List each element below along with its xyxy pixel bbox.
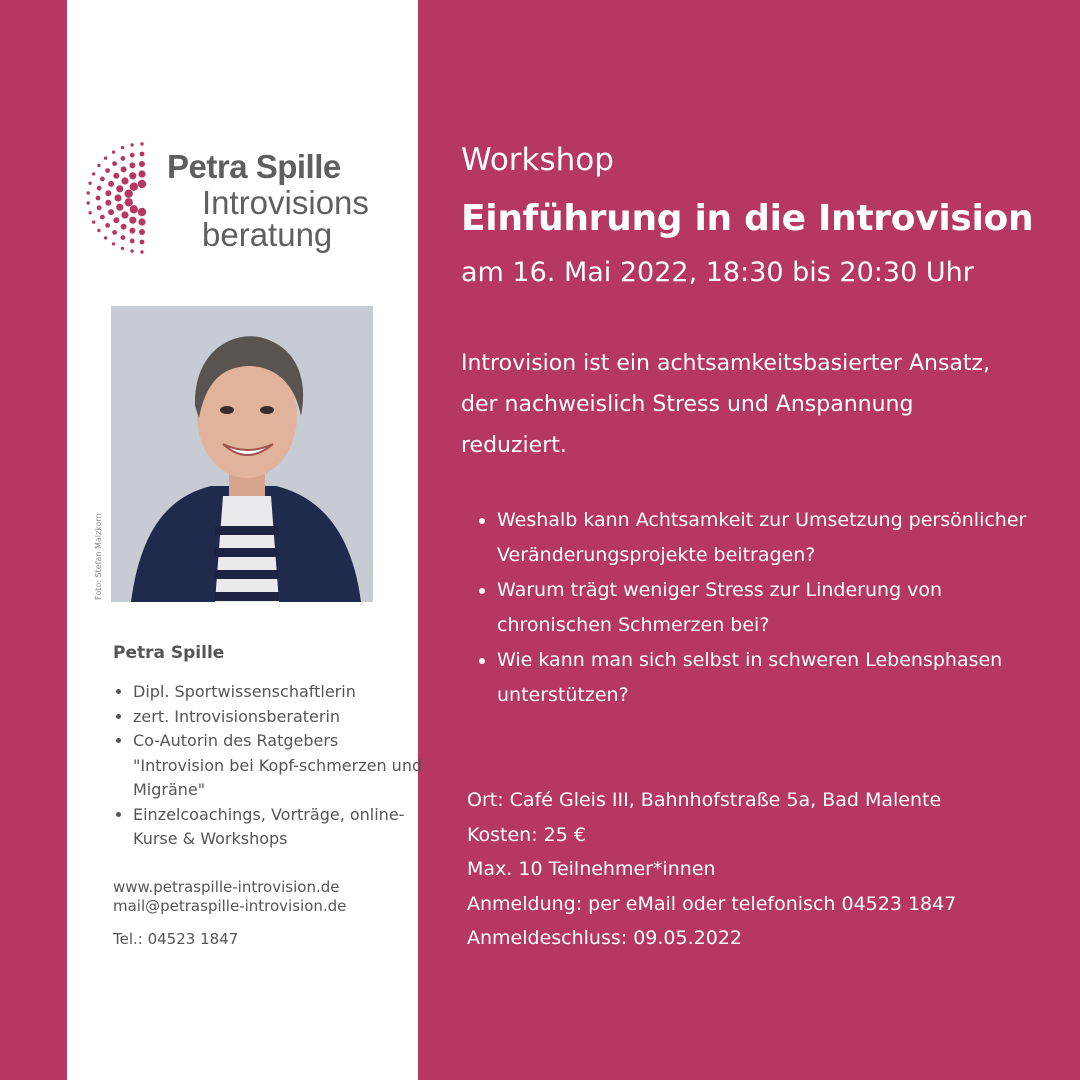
logo-dot	[87, 191, 90, 194]
logo-dot	[116, 185, 123, 192]
logo-dot	[114, 194, 121, 201]
logo-dot	[121, 166, 127, 172]
contact-block	[113, 878, 346, 916]
logo-dot	[112, 161, 117, 166]
phone-number: Tel.: 04523 1847	[113, 930, 239, 948]
logo-dot	[112, 230, 117, 235]
logo-dot	[138, 180, 146, 188]
bio-name: Petra Spille	[113, 643, 225, 663]
detail-registration: Anmeldung: per eMail oder telefonisch 04523 1847	[467, 892, 957, 915]
website-link[interactable]: www.petraspille-introvision.de	[113, 878, 340, 896]
logo-line-2: beratung	[202, 216, 333, 253]
logo-dot	[121, 224, 127, 230]
logo-dot	[129, 162, 135, 168]
photo-credit: Foto: Stefan Malzkorn	[94, 513, 103, 600]
detail-location: Ort: Café Gleis III, Bahnhofstraße 5a, Bad Malente	[467, 789, 942, 811]
question-list	[475, 503, 1037, 713]
logo-dot	[121, 146, 124, 149]
logo-dot	[129, 228, 135, 234]
logo-dot	[116, 204, 123, 211]
logo-dot	[139, 161, 145, 167]
logo-dot	[105, 168, 110, 173]
logo-name: Petra Spille	[167, 148, 341, 185]
event-datetime: am 16. Mai 2022, 18:30 bis 20:30 Uhr	[461, 257, 974, 288]
logo-dot	[121, 235, 126, 240]
logo-dot	[121, 156, 126, 161]
logo-dot	[140, 240, 145, 245]
event-intro: Introvision ist ein achtsamkeitsbasierter Ansatz, der nachweislich Stress und Anspannung reduziert.	[461, 351, 991, 458]
logo-dot	[130, 205, 138, 213]
bio-list	[113, 680, 433, 852]
logo-dot	[113, 217, 119, 223]
bio-item: • zert. Introvisionsberaterin	[133, 705, 433, 730]
logo-dot	[105, 223, 110, 228]
bio-item: • Einzelcoachings, Vorträge, online-Kurse & Workshops	[133, 803, 433, 852]
logo-dot	[140, 152, 145, 157]
logo-dot	[100, 177, 105, 182]
logo-dot	[97, 205, 102, 210]
logo-dot	[140, 250, 143, 253]
logo-dot	[97, 186, 102, 191]
logo-dot	[130, 249, 133, 252]
logo-dot	[130, 239, 135, 244]
bio-item: • Dipl. Sportwissenschaftlerin	[133, 680, 433, 705]
logo	[82, 138, 412, 258]
logo-dot	[105, 200, 111, 206]
logo-dot	[130, 143, 133, 146]
logo-dot	[121, 211, 128, 218]
question-item: • Warum trägt weniger Stress zur Linderung von chronischen Schmerzen bei?	[497, 573, 1037, 643]
logo-dot	[97, 164, 100, 167]
logo-dot	[97, 229, 100, 232]
event-details	[467, 783, 956, 956]
event-title: Einführung in die Introvision	[461, 198, 1034, 239]
logo-dot	[130, 183, 138, 191]
logo-dot	[105, 190, 111, 196]
email-link[interactable]: mail@petraspille-introvision.de	[113, 897, 347, 915]
question-item: • Weshalb kann Achtsamkeit zur Umsetzung persönlicher Veränderungsprojekte beitragen?	[497, 503, 1037, 573]
bio-item: • Co-Autorin des Ratgebers "Introvision bei Kopf-schmerzen und Migräne"	[133, 729, 433, 803]
logo-dot	[92, 220, 95, 223]
logo-dot	[108, 181, 114, 187]
logo-dot	[87, 201, 90, 204]
detail-deadline: Anmeldeschluss: 09.05.2022	[467, 927, 742, 949]
logo-dot	[100, 215, 105, 220]
logo-dot	[112, 150, 115, 153]
logo-dot	[113, 173, 119, 179]
event-kicker: Workshop	[461, 142, 614, 178]
logo-dot	[130, 153, 135, 158]
logo-dot	[121, 247, 124, 250]
logo-line-1: Introvisions	[202, 184, 369, 221]
logo-dot	[125, 190, 133, 198]
logo-dot	[121, 177, 128, 184]
logo-dot	[139, 229, 145, 235]
detail-cost: Kosten: 25 €	[467, 823, 586, 846]
logo-dot	[140, 142, 143, 145]
portrait-illustration	[111, 306, 373, 602]
logo-dot	[138, 208, 146, 216]
logo-dot	[125, 198, 133, 206]
detail-capacity: Max. 10 Teilnehmer*innen	[467, 858, 716, 880]
logo-dot	[104, 236, 107, 239]
logo-dot	[129, 172, 136, 179]
logo-dot	[108, 209, 114, 215]
logo-dot	[112, 242, 115, 245]
logo-dot	[92, 172, 95, 175]
question-item: • Wie kann man sich selbst in schweren Lebensphasen unterstützen?	[497, 643, 1037, 713]
logo-dot	[138, 218, 145, 225]
logo-dot	[88, 211, 91, 214]
logo-dot	[129, 217, 136, 224]
portrait-photo	[111, 306, 373, 602]
logo-dot	[138, 170, 145, 177]
logo-dot	[88, 182, 91, 185]
logo-dot	[104, 156, 107, 159]
logo-dot	[96, 196, 101, 201]
